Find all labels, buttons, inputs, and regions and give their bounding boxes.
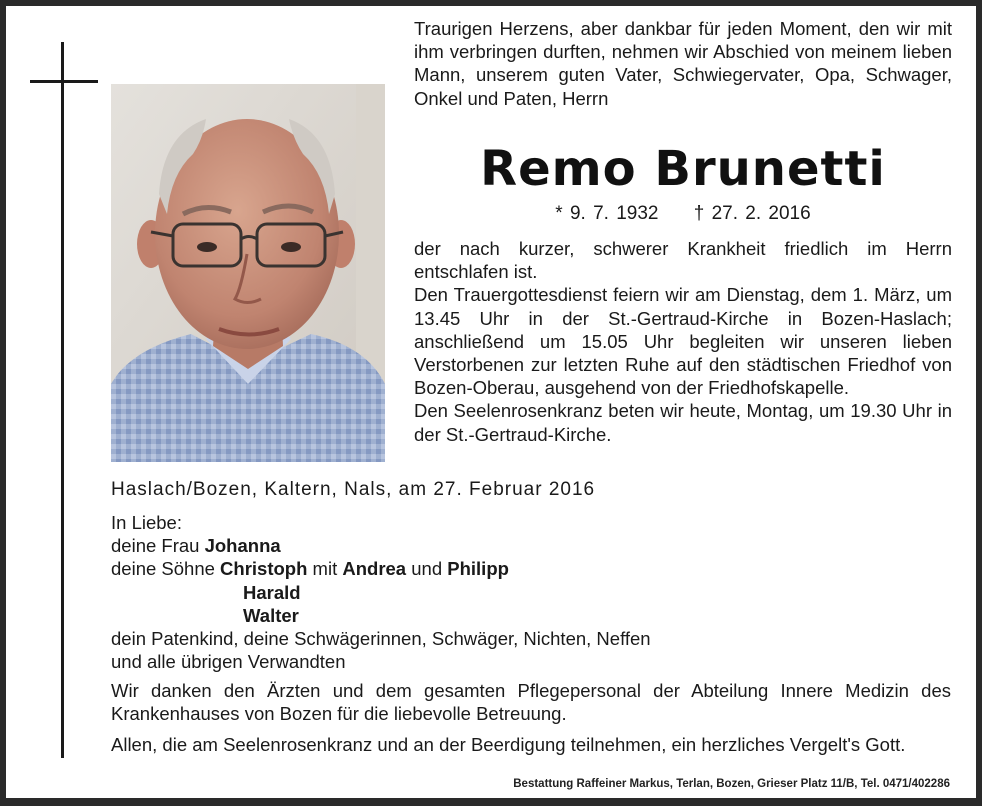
sons-prefix: deine Söhne (111, 558, 215, 580)
wife-prefix: deine Frau (111, 535, 200, 557)
death-text: der nach kurzer, schwerer Krankheit friedlich im Herrn entschlafen ist. (414, 238, 952, 283)
life-dates (414, 201, 952, 227)
son3-name: Walter (243, 604, 299, 626)
thanks-all: Allen, die am Seelenrosenkranz und an der Beerdigung teilnehmen, ein herzliches Vergelt's Gott. (111, 734, 906, 755)
deceased-name: Remo Brunetti (480, 141, 886, 197)
wife-name: Johanna (204, 535, 281, 557)
son3-line (111, 604, 951, 627)
wife-line (111, 534, 951, 557)
birth-date: * 9. 7. 1932 (555, 203, 659, 224)
portrait-photo (111, 84, 385, 462)
rosary-text: Den Seelenrosenkranz beten wir heute, Montag, um 19.30 Uhr in der St.-Gertraud-Kirche. (414, 400, 952, 445)
son1-partner-name: Andrea (342, 558, 407, 580)
place-date: Haslach/Bozen, Kaltern, Nals, am 27. Februar 2016 (111, 479, 596, 500)
cross-horizontal-bar (30, 80, 98, 83)
mourners-list (111, 511, 951, 673)
grandchild-name: Philipp (447, 558, 509, 580)
son2-line (111, 581, 951, 604)
death-date: † 27. 2. 2016 (693, 203, 811, 224)
relatives-line: dein Patenkind, deine Schwägerinnen, Schwäger, Nichten, Neffen (111, 628, 651, 650)
son1-name: Christoph (220, 558, 308, 580)
announcement-body (414, 237, 952, 446)
undertaker-footer: Bestattung Raffeiner Markus, Terlan, Bozen, Grieser Platz 11/B, Tel. 0471/402286 (513, 778, 950, 790)
cross-vertical-bar (61, 42, 64, 758)
thanks-staff: Wir danken den Ärzten und dem gesamten Pflegepersonal der Abteilung Innere Medizin des Krankenhauses von Bozen für die liebevolle Betreuung. (111, 680, 951, 725)
son2-name: Harald (243, 581, 301, 603)
intro-text: Traurigen Herzens, aber dankbar für jeden Moment, den wir mit ihm verbringen durften, nehmen wir Abschied von meinem lieben Mann, unserem guten Vater, Schwiegervater, Opa, Schwager, Onkel und Paten, Herrn (414, 18, 952, 109)
with-word: mit (312, 558, 338, 580)
mourners-intro: In Liebe: (111, 512, 182, 533)
funeral-text: Den Trauergottesdienst feiern wir am Dienstag, dem 1. März, um 13.45 Uhr in der St.-Gertraud-Kirche in Bozen-Haslach; anschließend um 15.05 Uhr begleiten wir unseren lieben Verstorbenen zur letzten Ruhe auf den städtischen Friedhof von Bozen-Oberau, ausgehend von der Friedhofskapelle. (414, 284, 952, 399)
sons-line (111, 557, 951, 580)
others-line: und alle übrigen Verwandten (111, 651, 346, 673)
and-word: und (411, 558, 443, 580)
